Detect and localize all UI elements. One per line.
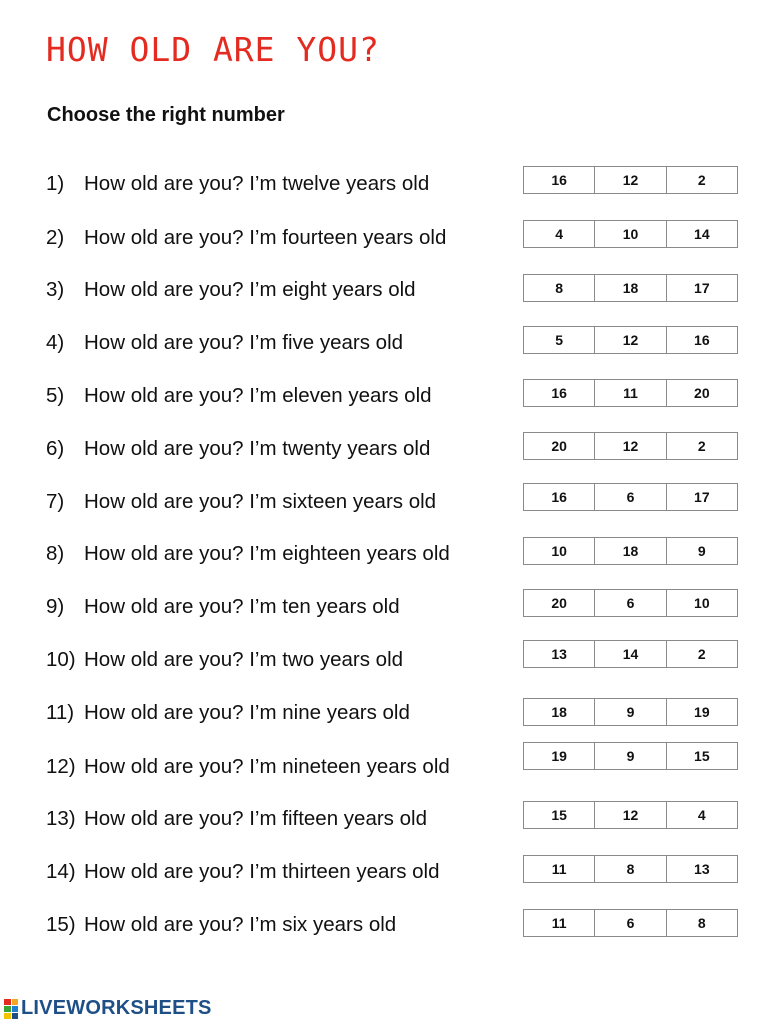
- question-text: How old are you? I’m six years old: [84, 913, 397, 936]
- answer-option[interactable]: 10: [524, 538, 595, 564]
- answer-option[interactable]: 13: [524, 641, 595, 667]
- answer-option[interactable]: 13: [694, 861, 710, 877]
- answer-option[interactable]: 11: [524, 910, 595, 936]
- answer-option[interactable]: 4: [524, 221, 595, 247]
- question-text: How old are you? I’m fourteen years old: [84, 226, 447, 249]
- answer-option[interactable]: 18: [595, 538, 666, 564]
- question-row: [46, 542, 511, 566]
- answer-option[interactable]: 8: [697, 915, 706, 931]
- question-row: [46, 755, 511, 779]
- question-text: How old are you? I’m twelve years old: [84, 172, 430, 195]
- question-number: 10): [46, 648, 76, 671]
- question-number: 3): [46, 278, 65, 301]
- question-text: How old are you? I’m eighteen years old: [84, 542, 450, 565]
- question-text: How old are you? I’m nineteen years old: [84, 755, 450, 778]
- logo-square: [4, 999, 11, 1005]
- answer-option[interactable]: 19: [694, 704, 710, 720]
- question-text: How old are you? I’m eight years old: [84, 278, 416, 301]
- answer-option[interactable]: 15: [694, 748, 710, 764]
- question-number: 8): [46, 542, 65, 565]
- question-number: 11): [46, 701, 75, 724]
- question-number: 13): [46, 807, 76, 830]
- answer-option[interactable]: 16: [524, 484, 595, 510]
- answer-option[interactable]: 20: [694, 385, 710, 401]
- answer-options: [523, 640, 738, 668]
- question-row: [46, 860, 511, 884]
- answer-option[interactable]: 9: [697, 543, 706, 559]
- question-row: [46, 490, 511, 514]
- answer-options: [523, 698, 738, 726]
- answer-options: [523, 220, 738, 248]
- answer-option[interactable]: 10: [694, 595, 710, 611]
- answer-option[interactable]: 12: [595, 167, 666, 193]
- answer-option[interactable]: 6: [595, 484, 666, 510]
- worksheet-instruction: Choose the right number: [47, 104, 285, 126]
- answer-option[interactable]: 16: [524, 167, 595, 193]
- answer-option[interactable]: 14: [694, 226, 710, 242]
- answer-option[interactable]: 6: [595, 910, 666, 936]
- answer-option[interactable]: 19: [524, 743, 595, 769]
- footer-brand-text: LIVEWORKSHEETS: [21, 997, 212, 1019]
- logo-square: [4, 1006, 11, 1012]
- question-row: [46, 913, 511, 937]
- logo-square: [12, 1006, 19, 1012]
- answer-options: [523, 432, 738, 460]
- question-text: How old are you? I’m two years old: [84, 648, 404, 671]
- answer-option[interactable]: 18: [524, 699, 595, 725]
- question-number: 12): [46, 755, 76, 778]
- question-number: 15): [46, 913, 76, 936]
- question-number: 1): [46, 172, 65, 195]
- answer-option[interactable]: 17: [694, 280, 710, 296]
- question-number: 2): [46, 226, 65, 249]
- answer-option[interactable]: 16: [694, 332, 710, 348]
- answer-options: [523, 742, 738, 770]
- answer-option[interactable]: 12: [595, 802, 666, 828]
- question-row: [46, 648, 511, 672]
- question-text: How old are you? I’m eleven years old: [84, 384, 432, 407]
- question-text: How old are you? I’m ten years old: [84, 595, 400, 618]
- question-row: [46, 331, 511, 355]
- answer-option[interactable]: 6: [595, 590, 666, 616]
- answer-option[interactable]: 15: [524, 802, 595, 828]
- question-row: [46, 172, 511, 196]
- answer-option[interactable]: 2: [697, 646, 706, 662]
- question-number: 5): [46, 384, 65, 407]
- answer-option[interactable]: 8: [524, 275, 595, 301]
- question-text: How old are you? I’m thirteen years old: [84, 860, 440, 883]
- answer-option[interactable]: 12: [595, 433, 666, 459]
- question-row: [46, 384, 511, 408]
- question-row: [46, 437, 511, 461]
- answer-option[interactable]: 14: [595, 641, 666, 667]
- answer-option[interactable]: 17: [694, 489, 710, 505]
- question-number: 6): [46, 437, 65, 460]
- answer-options: [523, 483, 738, 511]
- question-text: How old are you? I’m fifteen years old: [84, 807, 427, 830]
- answer-option[interactable]: 11: [595, 380, 666, 406]
- question-number: 7): [46, 490, 65, 513]
- answer-options: [523, 801, 738, 829]
- answer-option[interactable]: 9: [595, 743, 666, 769]
- question-row: [46, 595, 511, 619]
- worksheet-title: HOW OLD ARE YOU?: [46, 30, 380, 69]
- answer-options: [523, 537, 738, 565]
- answer-option[interactable]: 8: [595, 856, 666, 882]
- answer-options: [523, 166, 738, 194]
- answer-option[interactable]: 2: [697, 438, 706, 454]
- answer-options: [523, 909, 738, 937]
- logo-square: [12, 999, 19, 1005]
- question-text: How old are you? I’m twenty years old: [84, 437, 431, 460]
- question-row: [46, 226, 511, 250]
- answer-option[interactable]: 10: [595, 221, 666, 247]
- question-number: 14): [46, 860, 76, 883]
- answer-option[interactable]: 20: [524, 433, 595, 459]
- answer-option[interactable]: 12: [595, 327, 666, 353]
- answer-options: [523, 379, 738, 407]
- answer-options: [523, 274, 738, 302]
- answer-options: [523, 589, 738, 617]
- question-text: How old are you? I’m five years old: [84, 331, 404, 354]
- answer-options: [523, 855, 738, 883]
- logo-square: [12, 1013, 19, 1019]
- question-text: How old are you? I’m sixteen years old: [84, 490, 437, 513]
- answer-option[interactable]: 11: [524, 856, 595, 882]
- liveworksheets-logo-icon: [4, 999, 18, 1019]
- question-number: 9): [46, 595, 65, 618]
- answer-option[interactable]: 2: [697, 172, 706, 188]
- answer-options: [523, 326, 738, 354]
- question-number: 4): [46, 331, 65, 354]
- answer-option[interactable]: 16: [524, 380, 595, 406]
- question-text: How old are you? I’m nine years old: [84, 701, 410, 724]
- answer-option[interactable]: 18: [595, 275, 666, 301]
- question-row: [46, 701, 511, 725]
- answer-option[interactable]: 5: [524, 327, 595, 353]
- logo-square: [4, 1013, 11, 1019]
- footer-brand[interactable]: [4, 997, 212, 1020]
- answer-option[interactable]: 4: [697, 807, 706, 823]
- answer-option[interactable]: 9: [595, 699, 666, 725]
- question-row: [46, 278, 511, 302]
- question-row: [46, 807, 511, 831]
- answer-option[interactable]: 20: [524, 590, 595, 616]
